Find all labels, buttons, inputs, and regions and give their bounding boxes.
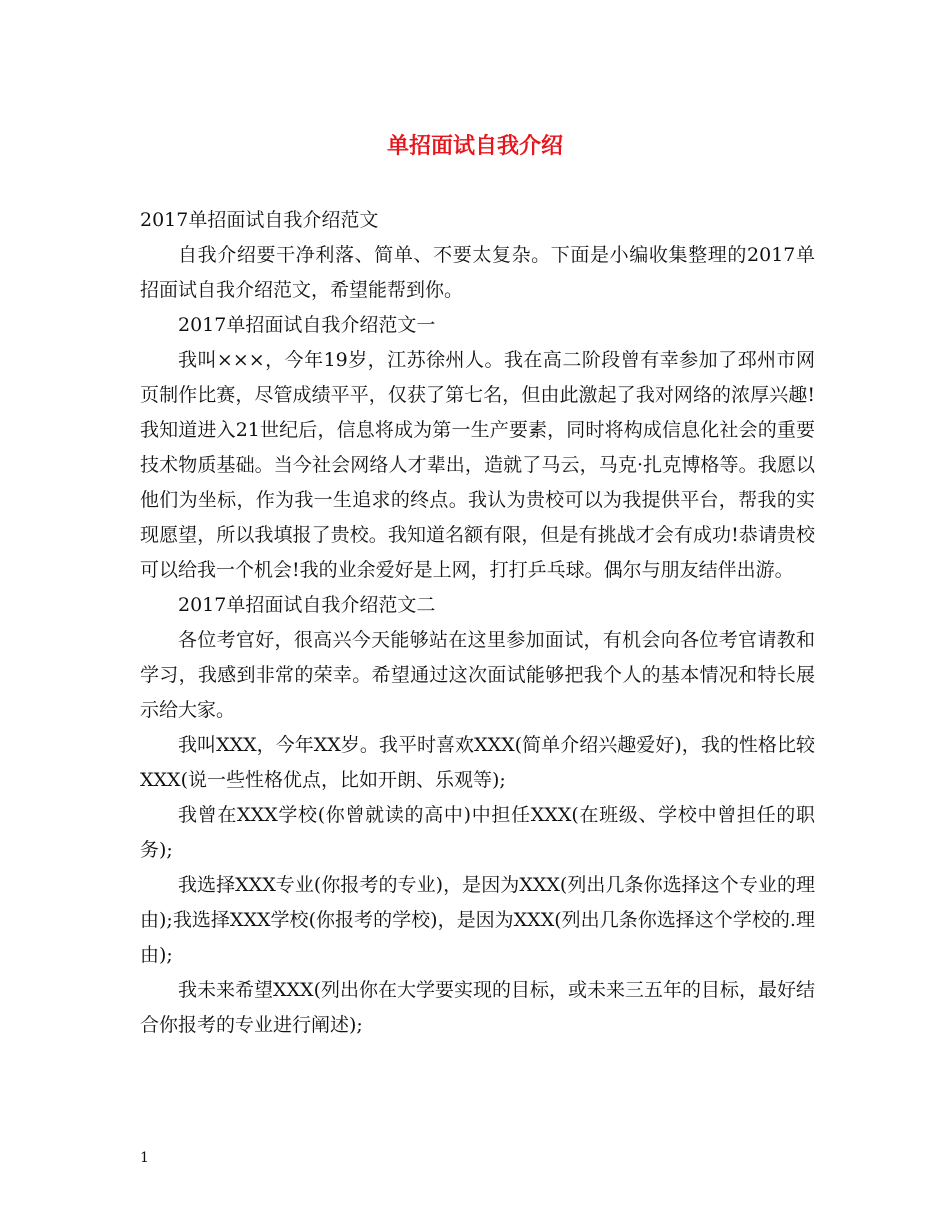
paragraph: 2017单招面试自我介绍范文一 bbox=[178, 314, 436, 336]
paragraph: 我叫×××，今年19岁，江苏徐州人。我在高二阶段曾有幸参加了邳州市网页制作比赛，尽管成绩平平，仅获了第七名，但由此激起了我对网络的浓厚兴趣!我知道进入21世纪后，信息将成为第一生产要素，同时将构成信息化社会的重要技术物质基础。当今社会网络人才辈出，造就了马云，马克·扎克博格等。我愿以他们为坐标，作为我一生追求的终点。我认为贵校可以为我提供平台，帮我的实现愿望，所以我填报了贵校。我知道名额有限，但是有挑战才会有成功!恭请贵校可以给我一个机会!我的业余爱好是上网，打打乒乓球。偶尔与朋友结伴出游。 bbox=[140, 349, 815, 581]
page-number: 1 bbox=[140, 1150, 149, 1166]
paragraph: 我曾在XXX学校(你曾就读的高中)中担任XXX(在班级、学校中曾担任的职务); bbox=[140, 804, 815, 861]
paragraph: 2017单招面试自我介绍范文二 bbox=[178, 594, 436, 616]
paragraph: 我未来希望XXX(列出你在大学要实现的目标，或未来三五年的目标，最好结合你报考的专业进行阐述); bbox=[140, 979, 815, 1036]
document-body bbox=[140, 203, 815, 1043]
paragraph: 我选择XXX专业(你报考的专业)，是因为XXX(列出几条你选择这个专业的理由);我选择XXX学校(你报考的学校)，是因为XXX(列出几条你选择这个学校的.理由); bbox=[140, 874, 815, 966]
paragraph: 我叫XXX，今年XX岁。我平时喜欢XXX(简单介绍兴趣爱好)，我的性格比较XXX(说一些性格优点，比如开朗、乐观等); bbox=[140, 734, 815, 791]
paragraph: 自我介绍要干净利落、简单、不要太复杂。下面是小编收集整理的2017单招面试自我介绍范文，希望能帮到你。 bbox=[140, 244, 815, 301]
paragraph: 2017单招面试自我介绍范文 bbox=[140, 209, 379, 231]
document-title: 单招面试自我介绍 bbox=[386, 133, 563, 159]
paragraph: 各位考官好，很高兴今天能够站在这里参加面试，有机会向各位考官请教和学习，我感到非常的荣幸。希望通过这次面试能够把我个人的基本情况和特长展示给大家。 bbox=[140, 629, 815, 721]
